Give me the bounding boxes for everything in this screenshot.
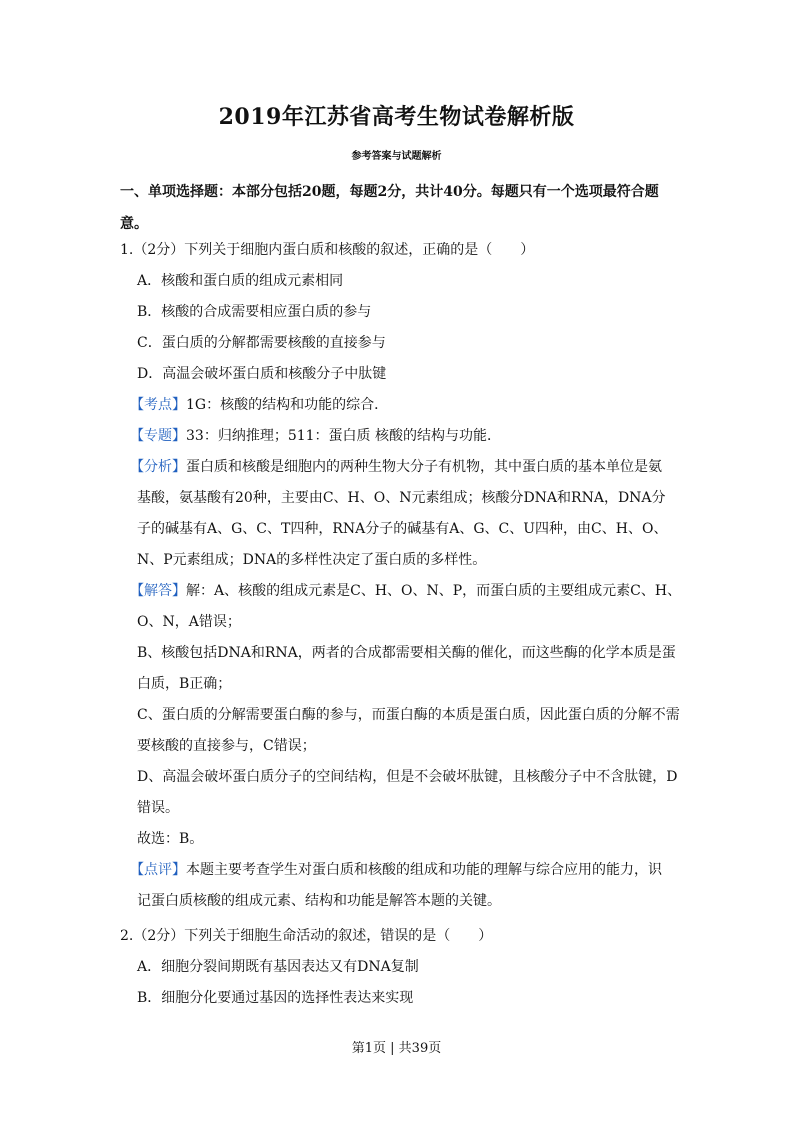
jieda-line: 白质，B正确； [137, 676, 232, 692]
kaodian-tag: 【考点】 [130, 397, 186, 413]
jieda-line: D、高温会破坏蛋白质分子的空间结构，但是不会破坏肽键，且核酸分子中不含肽键，D [137, 769, 678, 785]
question-1-option-b: B．核酸的合成需要相应蛋白质的参与 [137, 304, 372, 320]
question-1-stem: 1.（2分）下列关于细胞内蛋白质和核酸的叙述，正确的是（ ） [120, 242, 535, 258]
dianping-line: 本题主要考查学生对蛋白质和核酸的组成和功能的理解与综合应用的能力，识 [186, 862, 662, 878]
question-1-option-c: C．蛋白质的分解都需要核酸的直接参与 [137, 335, 386, 351]
question-2-option-b: B．细胞分化要通过基因的选择性表达来实现 [137, 990, 414, 1006]
dianping-row [130, 859, 662, 879]
fenxi-row [130, 456, 662, 476]
dianping-line: 记蛋白质核酸的组成元素、结构和功能是解答本题的关键。 [137, 893, 501, 909]
question-2-option-a: A．细胞分裂间期既有基因表达又有DNA复制 [137, 959, 419, 975]
fenxi-line: 子的碱基有A、G、C、T四种，RNA分子的碱基有A、G、C、U四种，由C、H、O、 [137, 521, 668, 537]
dianping-tag: 【点评】 [130, 862, 186, 878]
question-1-option-a: A．核酸和蛋白质的组成元素相同 [137, 273, 344, 289]
question-1-option-d: D．高温会破坏蛋白质和核酸分子中肽键 [137, 366, 387, 382]
page-footer: 第1页 | 共39页 [351, 1041, 442, 1056]
fenxi-line: N、P元素组成；DNA的多样性决定了蛋白质的多样性。 [137, 552, 487, 568]
fenxi-tag: 【分析】 [130, 459, 186, 475]
jieda-line: 要核酸的直接参与，C错误； [137, 738, 316, 754]
jieda-line: 错误。 [137, 800, 179, 816]
page-title: 2019年江苏省高考生物试卷解析版 [218, 104, 575, 130]
jieda-line: B、核酸包括DNA和RNA，两者的合成都需要相关酶的催化，而这些酶的化学本质是蛋 [137, 645, 676, 661]
zhuanti-tag: 【专题】 [130, 428, 186, 444]
zhuanti-row [130, 425, 501, 445]
fenxi-line: 蛋白质和核酸是细胞内的两种生物大分子有机物，其中蛋白质的基本单位是氨 [186, 459, 662, 475]
kaodian-text: 1G：核酸的结构和功能的综合． [186, 397, 389, 413]
fenxi-line: 基酸，氨基酸有20种，主要由C、H、O、N元素组成；核酸分DNA和RNA，DNA分 [137, 490, 666, 506]
jieda-row [130, 580, 681, 600]
question-2-stem: 2.（2分）下列关于细胞生命活动的叙述，错误的是（ ） [120, 928, 493, 944]
answer-line: 故选：B。 [137, 831, 204, 847]
page-subtitle: 参考答案与试题解析 [351, 151, 442, 162]
jieda-line: 解：A、核酸的组成元素是C、H、O、N、P，而蛋白质的主要组成元素C、H、 [186, 583, 682, 599]
kaodian-row [130, 394, 388, 414]
jieda-line: C、蛋白质的分解需要蛋白酶的参与，而蛋白酶的本质是蛋白质，因此蛋白质的分解不需 [137, 707, 680, 723]
section-heading: 一、单项选择题：本部分包括20题，每题2分，共计40分。每题只有一个选项最符合题意。 [120, 184, 659, 232]
zhuanti-text: 33：归纳推理；511：蛋白质 核酸的结构与功能． [186, 428, 501, 444]
jieda-tag: 【解答】 [130, 583, 186, 599]
jieda-line: O、N，A错误； [137, 614, 241, 630]
